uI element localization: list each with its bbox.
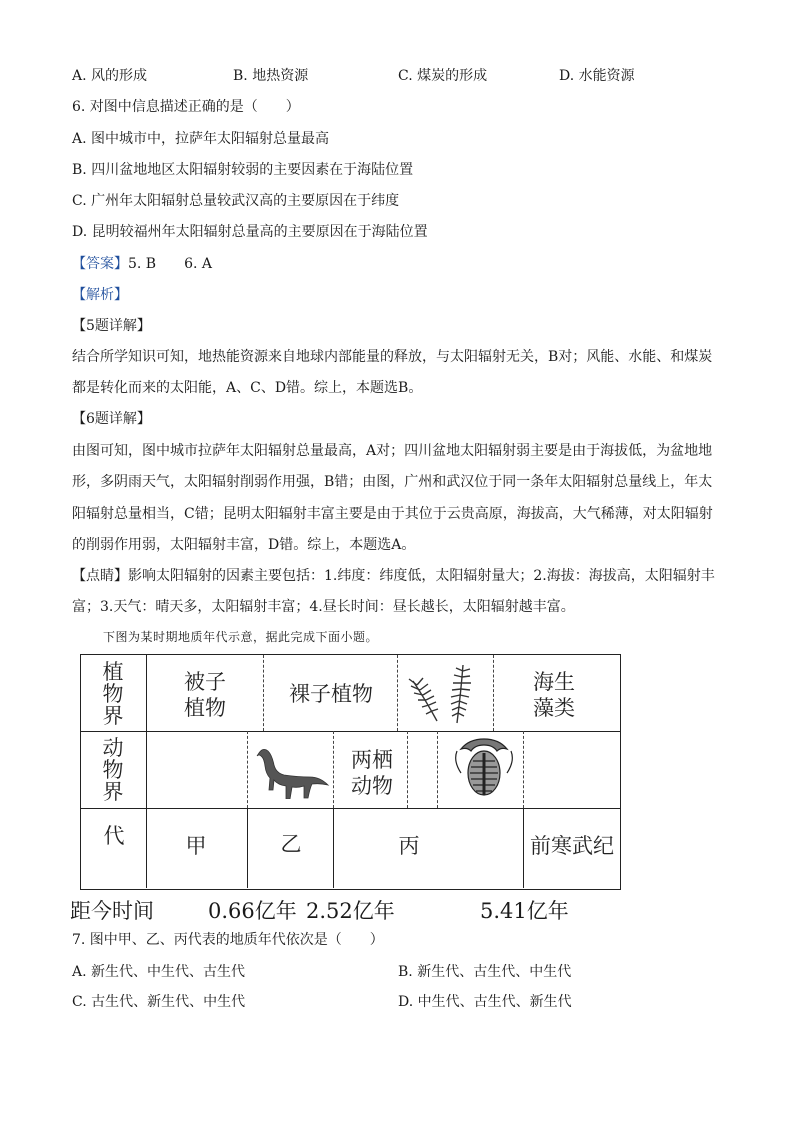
analysis-tag: 【解析】 <box>72 287 128 303</box>
q5-option-c: C. 煤炭的形成 <box>398 68 488 84</box>
row-header-animals: 动物界 <box>102 736 124 804</box>
q6-stem: 6. 对图中信息描述正确的是（ ） <box>72 99 300 115</box>
plant-divider <box>493 655 494 731</box>
answer-tag: 【答案】 <box>72 256 128 272</box>
q5-option-b: B. 地热资源 <box>233 68 309 84</box>
era-divider <box>247 808 248 888</box>
dianjing-line: 富；3.天气：晴天多，太阳辐射丰富；4.昼长时间：昼长越长，太阳辐射越丰富。 <box>72 599 575 615</box>
q5-detail-heading: 【5题详解】 <box>72 318 151 334</box>
animal-divider <box>407 731 408 808</box>
plant-angiosperm: 被子植物 <box>184 670 226 720</box>
animal-divider <box>333 731 334 808</box>
geologic-era-diagram <box>80 654 621 890</box>
q6-detail-line: 形，多阴雨天气，太阳辐射削弱作用强，B错；由图，广州和武汉位于同一条年太阳辐射总量线上，年太 <box>72 474 713 490</box>
era-jia: 甲 <box>185 834 207 858</box>
q6-option-c: C. 广州年太阳辐射总量较武汉高的主要原因在于纬度 <box>72 193 400 209</box>
diagram-caption: 下图为某时期地质年代示意，据此完成下面小题。 <box>103 630 379 644</box>
q5-options <box>72 66 722 86</box>
animal-amphibian: 两栖动物 <box>351 748 393 798</box>
q7-option-c: C. 古生代、新生代、中生代 <box>72 994 246 1010</box>
trilobite-icon <box>451 737 517 803</box>
q6-detail-line: 阳辐射总量相当，C错；昆明太阳辐射丰富主要是由于其位于云贵高原，海拔高，大气稀薄，对太阳辐射 <box>72 506 713 522</box>
era-precambrian: 前寒武纪 <box>530 834 614 858</box>
q7-option-b: B. 新生代、古生代、中生代 <box>398 964 572 980</box>
q5-option-a: A. 风的形成 <box>72 68 148 84</box>
q7-options-row2 <box>72 992 722 1012</box>
plant-divider <box>263 655 264 731</box>
q6-option-b: B. 四川盆地地区太阳辐射较弱的主要因素在于海陆位置 <box>72 162 414 178</box>
q5-detail-line: 结合所学知识可知，地热能资源来自地球内部能量的释放，与太阳辐射无关，B对；风能、水能、和煤炭 <box>72 349 713 365</box>
q5-detail-line: 都是转化而来的太阳能，A、C、D错。综上，本题选B。 <box>72 380 423 396</box>
animal-divider <box>437 731 438 808</box>
plant-gymnosperm: 裸子植物 <box>289 682 373 706</box>
time-label: 距今时间 <box>70 899 154 923</box>
era-yi: 乙 <box>280 832 302 856</box>
q6-detail-heading: 【6题详解】 <box>72 411 151 427</box>
q6-detail-line: 的削弱作用弱，太阳辐射丰富，D错。综上，本题选A。 <box>72 537 416 553</box>
q5-option-d: D. 水能资源 <box>559 68 635 84</box>
time-axis <box>70 898 630 926</box>
time-066: 0.66亿年 <box>208 899 297 923</box>
q7-options-row1 <box>72 962 722 982</box>
plant-divider <box>397 655 398 731</box>
answer-line <box>72 254 212 274</box>
era-divider <box>333 808 334 888</box>
q6-option-d: D. 昆明较福州年太阳辐射总量高的主要原因在于海陆位置 <box>72 224 428 240</box>
animal-divider <box>247 731 248 808</box>
q7-option-d: D. 中生代、古生代、新生代 <box>398 994 572 1010</box>
q7-option-a: A. 新生代、中生代、古生代 <box>72 964 246 980</box>
q6-detail-line: 由图可知，图中城市拉萨年太阳辐射总量最高，A对；四川盆地太阳辐射弱主要是由于海拔低，为盆地地 <box>72 443 713 459</box>
header-divider <box>146 655 147 888</box>
q7-stem: 7. 图中甲、乙、丙代表的地质年代依次是（ ） <box>72 932 384 948</box>
row-divider <box>81 731 620 732</box>
q6-option-a: A. 图中城市中，拉萨年太阳辐射总量最高 <box>72 131 330 147</box>
era-bing: 丙 <box>398 834 420 858</box>
fern-icon <box>403 661 487 725</box>
row-header-plants: 植物界 <box>102 660 124 728</box>
dinosaur-icon <box>251 743 331 799</box>
answer-text: 5. B 6. A <box>128 256 213 272</box>
row-header-era: 代 <box>103 824 125 848</box>
animal-divider <box>523 731 524 808</box>
row-divider <box>81 808 620 809</box>
time-252: 2.52亿年 <box>306 899 395 923</box>
time-541: 5.41亿年 <box>480 899 569 923</box>
dianjing-line: 【点睛】影响太阳辐射的因素主要包括：1.纬度：纬度低，太阳辐射量大；2.海拔：海拔高，太阳辐射丰 <box>72 568 715 584</box>
plant-marine-algae: 海生藻类 <box>533 670 575 720</box>
